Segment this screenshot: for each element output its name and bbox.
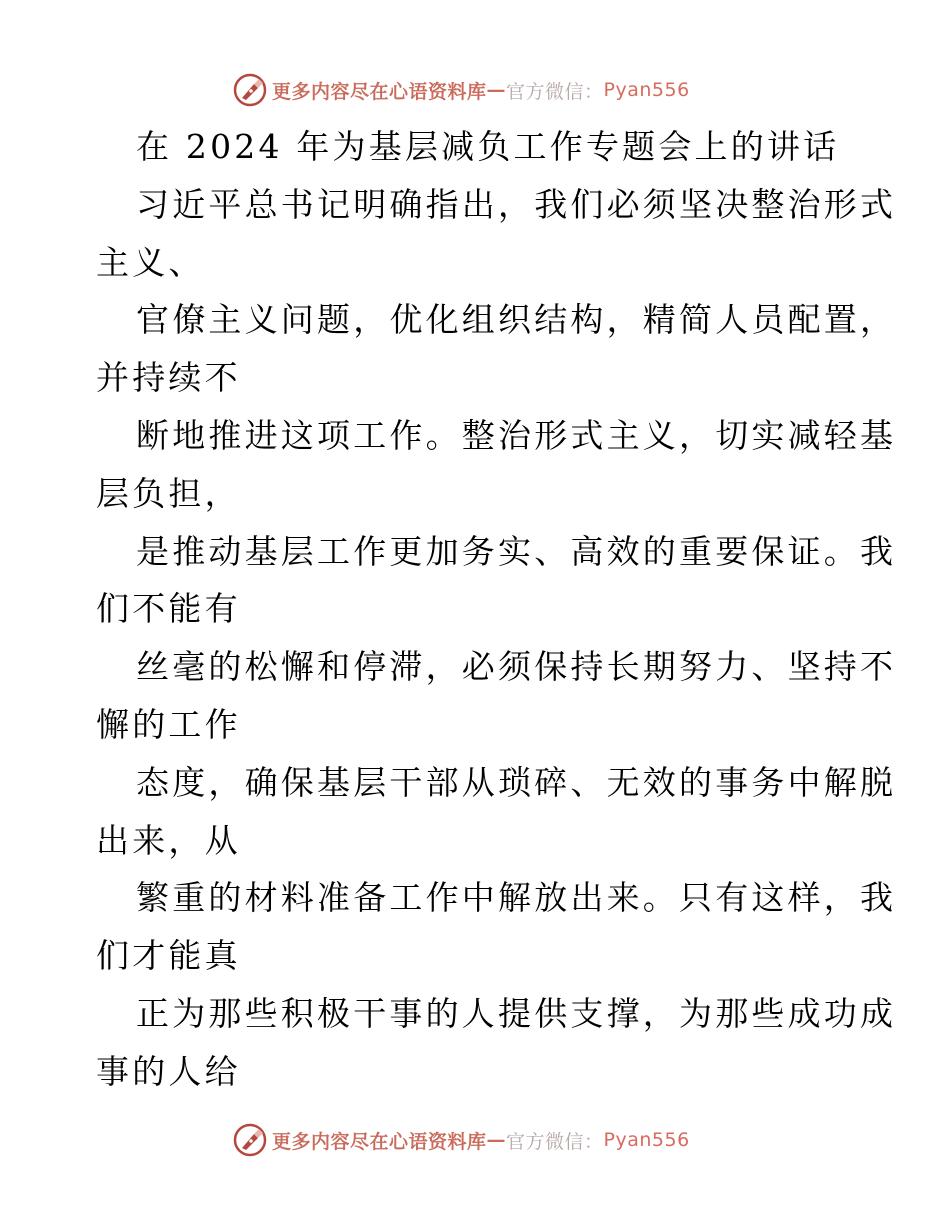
body-line: 并持续不 — [96, 358, 241, 398]
body-line: 出来，从 — [96, 820, 241, 860]
banner-dash: — — [486, 1129, 507, 1151]
banner-wechat-label: 官方微信： — [506, 1130, 604, 1153]
body-line: 主义、 — [96, 242, 205, 282]
body-line: 事的人给 — [96, 1051, 241, 1091]
body-line: 习近平总书记明确指出，我们必须坚决整治形式 — [136, 184, 897, 224]
body-line: 们不能有 — [96, 589, 241, 629]
header-watermark-banner — [232, 70, 752, 110]
pen-nib-logo-icon — [232, 72, 268, 108]
document-body — [96, 118, 897, 1101]
body-line: 懈的工作 — [96, 704, 241, 744]
banner-wechat-id: Pyan556 — [603, 1129, 690, 1151]
body-line: 是推动基层工作更加务实、高效的重要保证。我 — [136, 531, 897, 571]
footer-watermark-banner — [232, 1120, 752, 1160]
body-line: 繁重的材料准备工作中解放出来。只有这样，我 — [136, 878, 897, 918]
banner-dash: — — [486, 79, 507, 101]
banner-wechat-id: Pyan556 — [603, 79, 690, 101]
pen-nib-logo-icon — [232, 1122, 268, 1158]
banner-title: 更多内容尽在心语资料库 — [272, 80, 487, 103]
banner-title: 更多内容尽在心语资料库 — [272, 1130, 487, 1153]
body-line: 丝毫的松懈和停滞，必须保持长期努力、坚持不 — [136, 647, 897, 687]
body-line: 层负担， — [96, 473, 241, 513]
document-title: 在 2024 年为基层减负工作专题会上的讲话 — [136, 127, 840, 166]
banner-wechat-label: 官方微信： — [506, 80, 604, 103]
body-line: 们才能真 — [96, 936, 241, 976]
body-line: 正为那些积极干事的人提供支撑，为那些成功成 — [136, 993, 897, 1033]
body-line: 断地推进这项工作。整治形式主义，切实减轻基 — [136, 415, 897, 455]
body-line: 官僚主义问题，优化组织结构，精简人员配置， — [136, 300, 897, 340]
body-line: 态度，确保基层干部从琐碎、无效的事务中解脱 — [136, 762, 897, 802]
